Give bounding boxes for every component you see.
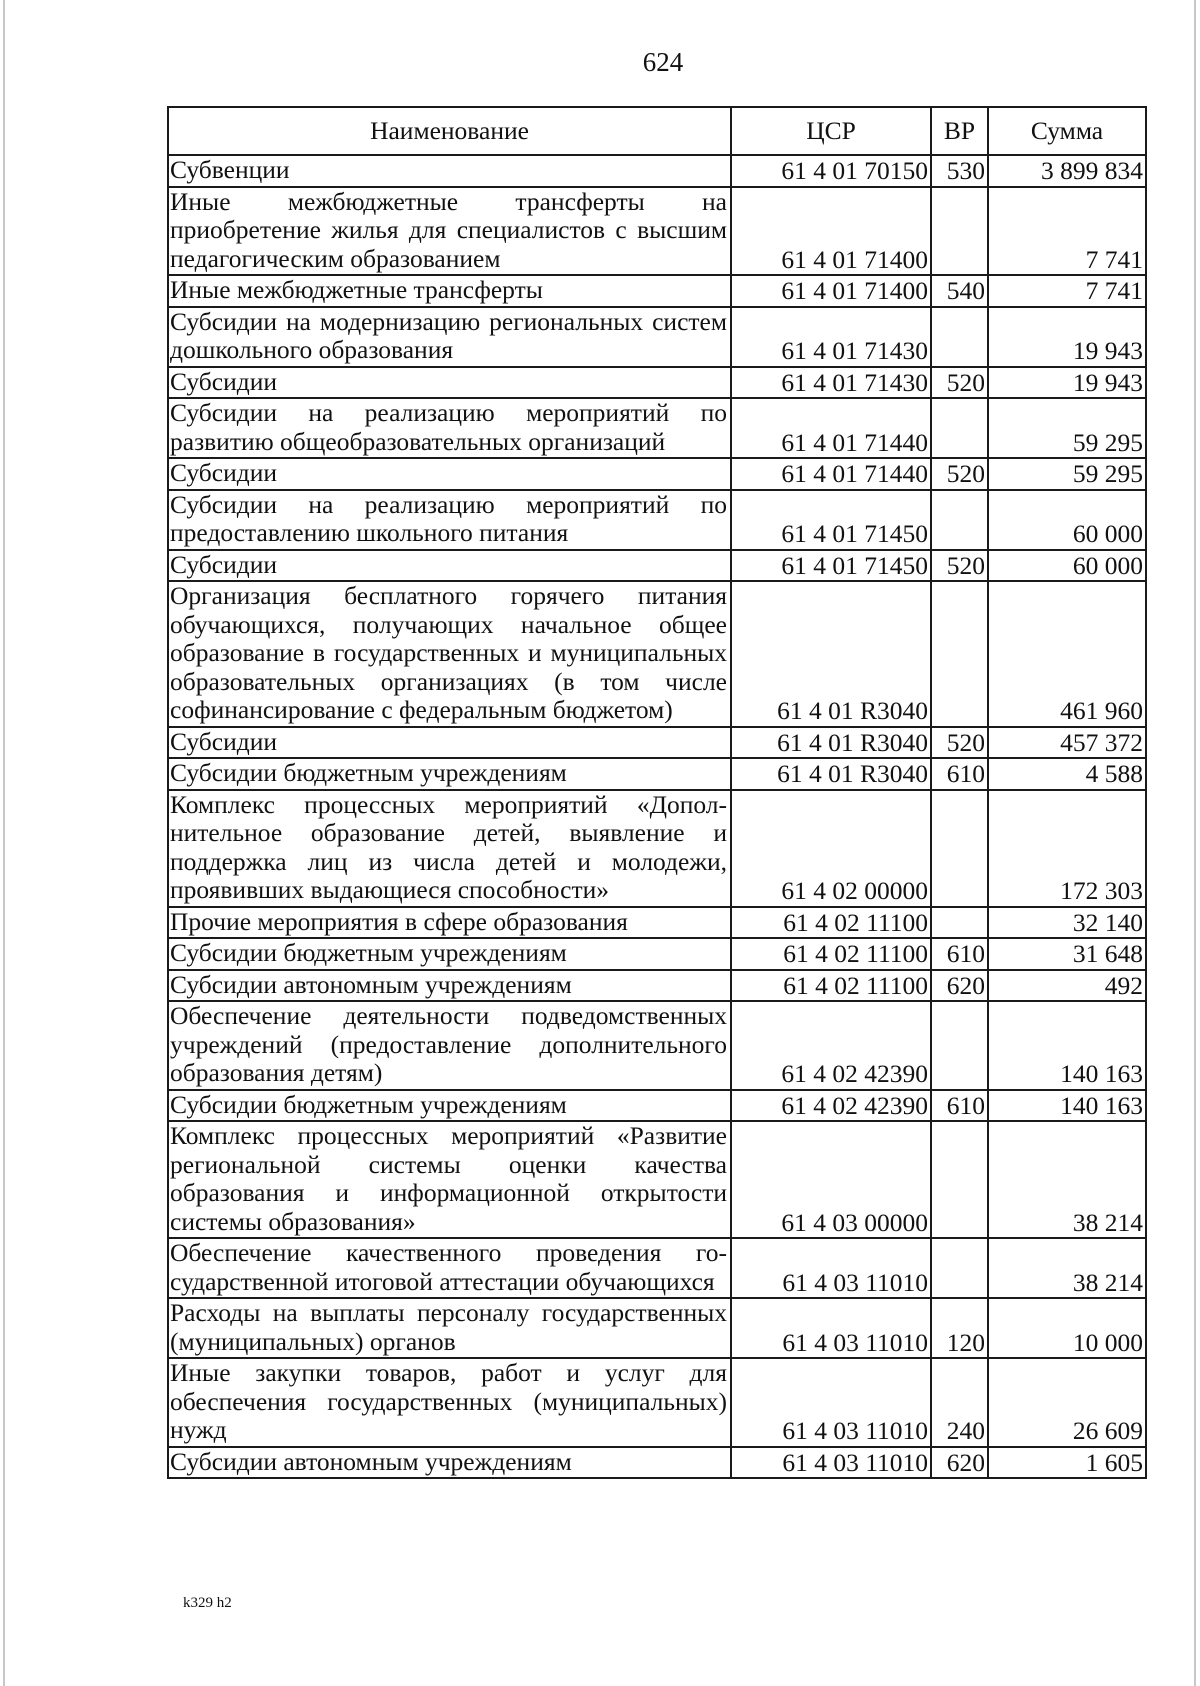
cell-vr <box>931 1238 988 1298</box>
cell-sum: 140 163 <box>988 1090 1146 1122</box>
cell-sum: 19 943 <box>988 307 1146 367</box>
table-row <box>168 1238 1146 1298</box>
table-row <box>168 187 1146 276</box>
cell-vr <box>931 307 988 367</box>
cell-vr: 520 <box>931 727 988 759</box>
budget-table <box>167 106 1147 1479</box>
cell-csr: 61 4 01 71440 <box>731 398 931 458</box>
cell-vr: 610 <box>931 758 988 790</box>
cell-csr: 61 4 02 11100 <box>731 938 931 970</box>
cell-vr <box>931 187 988 276</box>
cell-csr: 61 4 01 71440 <box>731 458 931 490</box>
cell-vr: 520 <box>931 458 988 490</box>
cell-name: Субсидии на модернизацию региональных систем дошкольного образования <box>168 307 731 367</box>
cell-csr: 61 4 03 11010 <box>731 1447 931 1479</box>
cell-csr: 61 4 03 11010 <box>731 1358 931 1447</box>
cell-sum: 461 960 <box>988 581 1146 727</box>
cell-vr: 240 <box>931 1358 988 1447</box>
cell-sum: 38 214 <box>988 1238 1146 1298</box>
cell-name: Организация бесплатного горячего питания обучающихся, получающих начальное общее образование в государственных и муниципальных образовательных организациях (в том числе софинансирование с федеральным бюджетом) <box>168 581 731 727</box>
header-vr: ВР <box>931 107 988 155</box>
table-row <box>168 367 1146 399</box>
table-row <box>168 490 1146 550</box>
cell-csr: 61 4 01 R3040 <box>731 727 931 759</box>
table-row <box>168 907 1146 939</box>
table-row <box>168 458 1146 490</box>
table-row <box>168 1121 1146 1238</box>
cell-csr: 61 4 01 71400 <box>731 275 931 307</box>
cell-csr: 61 4 02 42390 <box>731 1001 931 1090</box>
cell-sum: 60 000 <box>988 490 1146 550</box>
cell-sum: 492 <box>988 970 1146 1002</box>
page-number: 624 <box>642 47 684 77</box>
cell-csr: 61 4 03 11010 <box>731 1298 931 1358</box>
cell-sum: 32 140 <box>988 907 1146 939</box>
scan-edge-right <box>1194 0 1196 1686</box>
cell-sum: 38 214 <box>988 1121 1146 1238</box>
table-row <box>168 550 1146 582</box>
table-row <box>168 1447 1146 1479</box>
table-row <box>168 1090 1146 1122</box>
cell-csr: 61 4 02 00000 <box>731 790 931 907</box>
cell-name: Иные межбюджетные трансферты на приобретение жилья для специалистов с высшим педагогическим образованием <box>168 187 731 276</box>
cell-csr: 61 4 01 R3040 <box>731 581 931 727</box>
cell-vr <box>931 490 988 550</box>
cell-name: Субвенции <box>168 155 731 187</box>
cell-name: Обеспечение деятельности подведомственных учреждений (предоставление дополнительного образования детям) <box>168 1001 731 1090</box>
cell-vr <box>931 1121 988 1238</box>
cell-sum: 59 295 <box>988 458 1146 490</box>
cell-csr: 61 4 02 11100 <box>731 970 931 1002</box>
cell-csr: 61 4 01 71400 <box>731 187 931 276</box>
cell-csr: 61 4 02 42390 <box>731 1090 931 1122</box>
cell-vr: 530 <box>931 155 988 187</box>
cell-sum: 457 372 <box>988 727 1146 759</box>
table-header-row <box>168 107 1146 155</box>
header-name: Наименование <box>168 107 731 155</box>
cell-vr: 610 <box>931 1090 988 1122</box>
header-sum: Сумма <box>988 107 1146 155</box>
header-csr: ЦСР <box>731 107 931 155</box>
cell-csr: 61 4 01 70150 <box>731 155 931 187</box>
cell-name: Расходы на выплаты персоналу государственных (муниципальных) органов <box>168 1298 731 1358</box>
cell-csr: 61 4 01 71450 <box>731 550 931 582</box>
cell-csr: 61 4 03 00000 <box>731 1121 931 1238</box>
cell-name: Субсидии автономным учреждениям <box>168 970 731 1002</box>
cell-sum: 1 605 <box>988 1447 1146 1479</box>
cell-sum: 7 741 <box>988 187 1146 276</box>
cell-name: Иные межбюджетные трансферты <box>168 275 731 307</box>
cell-vr <box>931 1001 988 1090</box>
scan-edge-left <box>3 0 5 1686</box>
cell-vr <box>931 790 988 907</box>
table-row <box>168 758 1146 790</box>
table-row <box>168 1001 1146 1090</box>
cell-vr <box>931 581 988 727</box>
cell-sum: 140 163 <box>988 1001 1146 1090</box>
table-row <box>168 307 1146 367</box>
cell-vr: 540 <box>931 275 988 307</box>
cell-name: Субсидии автономным учреждениям <box>168 1447 731 1479</box>
cell-vr: 610 <box>931 938 988 970</box>
cell-vr: 520 <box>931 367 988 399</box>
cell-sum: 19 943 <box>988 367 1146 399</box>
cell-vr: 620 <box>931 970 988 1002</box>
cell-sum: 59 295 <box>988 398 1146 458</box>
cell-name: Субсидии на реализацию мероприятий по предоставлению школьного питания <box>168 490 731 550</box>
cell-name: Комплекс процессных мероприятий «Развитие региональной системы оценки качества образования и информационной открытости системы образования» <box>168 1121 731 1238</box>
table-row <box>168 790 1146 907</box>
cell-name: Обеспечение качественного проведения государственной итоговой аттестации обучающихся <box>168 1238 731 1298</box>
table-row <box>168 938 1146 970</box>
cell-name: Субсидии бюджетным учреждениям <box>168 758 731 790</box>
cell-sum: 60 000 <box>988 550 1146 582</box>
cell-name: Субсидии <box>168 367 731 399</box>
cell-csr: 61 4 01 71430 <box>731 307 931 367</box>
cell-vr: 120 <box>931 1298 988 1358</box>
cell-csr: 61 4 01 71450 <box>731 490 931 550</box>
table-row <box>168 1298 1146 1358</box>
table-row <box>168 398 1146 458</box>
cell-name: Субсидии <box>168 727 731 759</box>
table-row <box>168 581 1146 727</box>
table-row <box>168 727 1146 759</box>
cell-sum: 26 609 <box>988 1358 1146 1447</box>
cell-name: Субсидии <box>168 550 731 582</box>
table-row <box>168 275 1146 307</box>
cell-csr: 61 4 02 11100 <box>731 907 931 939</box>
cell-vr: 620 <box>931 1447 988 1479</box>
cell-sum: 10 000 <box>988 1298 1146 1358</box>
cell-name: Комплекс процессных мероприятий «Дополнительное образование детей, выявление и поддержка лиц из числа детей и молодежи, проявивших выдающиеся способности» <box>168 790 731 907</box>
cell-sum: 7 741 <box>988 275 1146 307</box>
cell-name: Субсидии бюджетным учреждениям <box>168 938 731 970</box>
cell-name: Субсидии на реализацию мероприятий по развитию общеобразовательных организаций <box>168 398 731 458</box>
cell-name: Иные закупки товаров, работ и услуг для обеспечения государственных (муниципальных) нужд <box>168 1358 731 1447</box>
cell-sum: 31 648 <box>988 938 1146 970</box>
footer-code: k329 h2 <box>183 1595 232 1611</box>
cell-sum: 172 303 <box>988 790 1146 907</box>
cell-name: Субсидии <box>168 458 731 490</box>
cell-vr: 520 <box>931 550 988 582</box>
table-body <box>168 155 1146 1478</box>
table-row <box>168 970 1146 1002</box>
cell-sum: 4 588 <box>988 758 1146 790</box>
cell-csr: 61 4 01 71430 <box>731 367 931 399</box>
table-row <box>168 155 1146 187</box>
cell-name: Прочие мероприятия в сфере образования <box>168 907 731 939</box>
cell-csr: 61 4 01 R3040 <box>731 758 931 790</box>
cell-name: Субсидии бюджетным учреждениям <box>168 1090 731 1122</box>
cell-vr <box>931 907 988 939</box>
table-row <box>168 1358 1146 1447</box>
cell-csr: 61 4 03 11010 <box>731 1238 931 1298</box>
cell-sum: 3 899 834 <box>988 155 1146 187</box>
cell-vr <box>931 398 988 458</box>
